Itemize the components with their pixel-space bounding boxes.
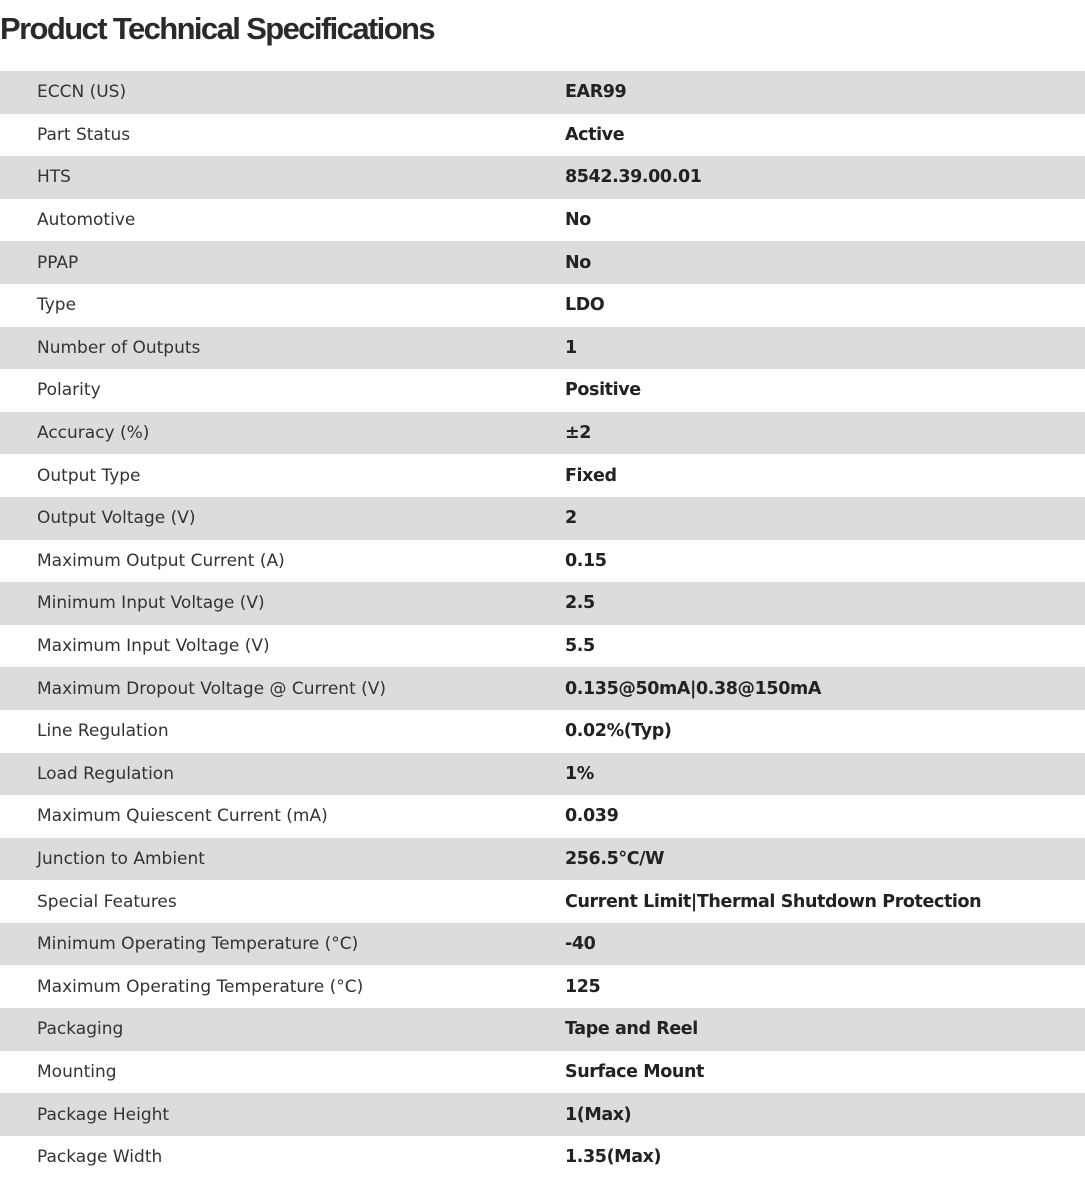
spec-label: Maximum Dropout Voltage @ Current (V) [0, 667, 565, 710]
spec-value: -40 [565, 923, 1085, 966]
table-row [0, 667, 1085, 710]
table-row [0, 710, 1085, 753]
spec-label: Mounting [0, 1051, 565, 1094]
spec-label: Output Type [0, 454, 565, 497]
table-row [0, 753, 1085, 796]
spec-label: Special Features [0, 880, 565, 923]
spec-label: Automotive [0, 199, 565, 242]
spec-label: Maximum Quiescent Current (mA) [0, 795, 565, 838]
spec-value: 1.35(Max) [565, 1136, 1085, 1178]
table-row [0, 923, 1085, 966]
table-row [0, 156, 1085, 199]
table-row [0, 497, 1085, 540]
spec-value: 1(Max) [565, 1093, 1085, 1136]
table-row [0, 284, 1085, 327]
spec-label: Part Status [0, 114, 565, 157]
spec-value: 1% [565, 753, 1085, 796]
table-row [0, 412, 1085, 455]
spec-value: 2 [565, 497, 1085, 540]
spec-table-body [0, 71, 1085, 1178]
spec-value: 1 [565, 327, 1085, 370]
table-row [0, 327, 1085, 370]
spec-label: Accuracy (%) [0, 412, 565, 455]
table-row [0, 795, 1085, 838]
spec-label: Maximum Input Voltage (V) [0, 625, 565, 668]
page-title: Product Technical Specifications [0, 11, 435, 46]
table-row [0, 880, 1085, 923]
spec-label: Minimum Input Voltage (V) [0, 582, 565, 625]
spec-label: HTS [0, 156, 565, 199]
table-row [0, 114, 1085, 157]
table-row [0, 1093, 1085, 1136]
spec-value: No [565, 241, 1085, 284]
spec-label: ECCN (US) [0, 71, 565, 114]
spec-value: 256.5°C/W [565, 838, 1085, 881]
spec-value: Fixed [565, 454, 1085, 497]
spec-value: 5.5 [565, 625, 1085, 668]
spec-value: ±2 [565, 412, 1085, 455]
spec-value: EAR99 [565, 71, 1085, 114]
spec-value: 8542.39.00.01 [565, 156, 1085, 199]
spec-label: Junction to Ambient [0, 838, 565, 881]
spec-value: 125 [565, 965, 1085, 1008]
spec-label: Maximum Output Current (A) [0, 540, 565, 583]
spec-value: 0.135@50mA|0.38@150mA [565, 667, 1085, 710]
spec-label: Packaging [0, 1008, 565, 1051]
table-row [0, 241, 1085, 284]
spec-label: Output Voltage (V) [0, 497, 565, 540]
spec-label: Package Height [0, 1093, 565, 1136]
spec-table [0, 71, 1085, 1178]
spec-value: LDO [565, 284, 1085, 327]
spec-value: 2.5 [565, 582, 1085, 625]
table-row [0, 582, 1085, 625]
spec-value: Tape and Reel [565, 1008, 1085, 1051]
table-row [0, 1051, 1085, 1094]
spec-label: Line Regulation [0, 710, 565, 753]
spec-value: Positive [565, 369, 1085, 412]
spec-value: Active [565, 114, 1085, 157]
table-row [0, 454, 1085, 497]
table-row [0, 540, 1085, 583]
table-row [0, 1008, 1085, 1051]
spec-label: Minimum Operating Temperature (°C) [0, 923, 565, 966]
spec-label: PPAP [0, 241, 565, 284]
spec-value: No [565, 199, 1085, 242]
spec-value: Surface Mount [565, 1051, 1085, 1094]
spec-label: Package Width [0, 1136, 565, 1178]
table-row [0, 838, 1085, 881]
table-row [0, 71, 1085, 114]
spec-label: Load Regulation [0, 753, 565, 796]
table-row [0, 1136, 1085, 1178]
spec-value: 0.02%(Typ) [565, 710, 1085, 753]
spec-value: Current Limit|Thermal Shutdown Protection [565, 880, 1085, 923]
table-row [0, 625, 1085, 668]
table-row [0, 199, 1085, 242]
spec-value: 0.039 [565, 795, 1085, 838]
spec-label: Polarity [0, 369, 565, 412]
spec-value: 0.15 [565, 540, 1085, 583]
spec-label: Number of Outputs [0, 327, 565, 370]
table-row [0, 965, 1085, 1008]
spec-label: Maximum Operating Temperature (°C) [0, 965, 565, 1008]
spec-label: Type [0, 284, 565, 327]
table-row [0, 369, 1085, 412]
